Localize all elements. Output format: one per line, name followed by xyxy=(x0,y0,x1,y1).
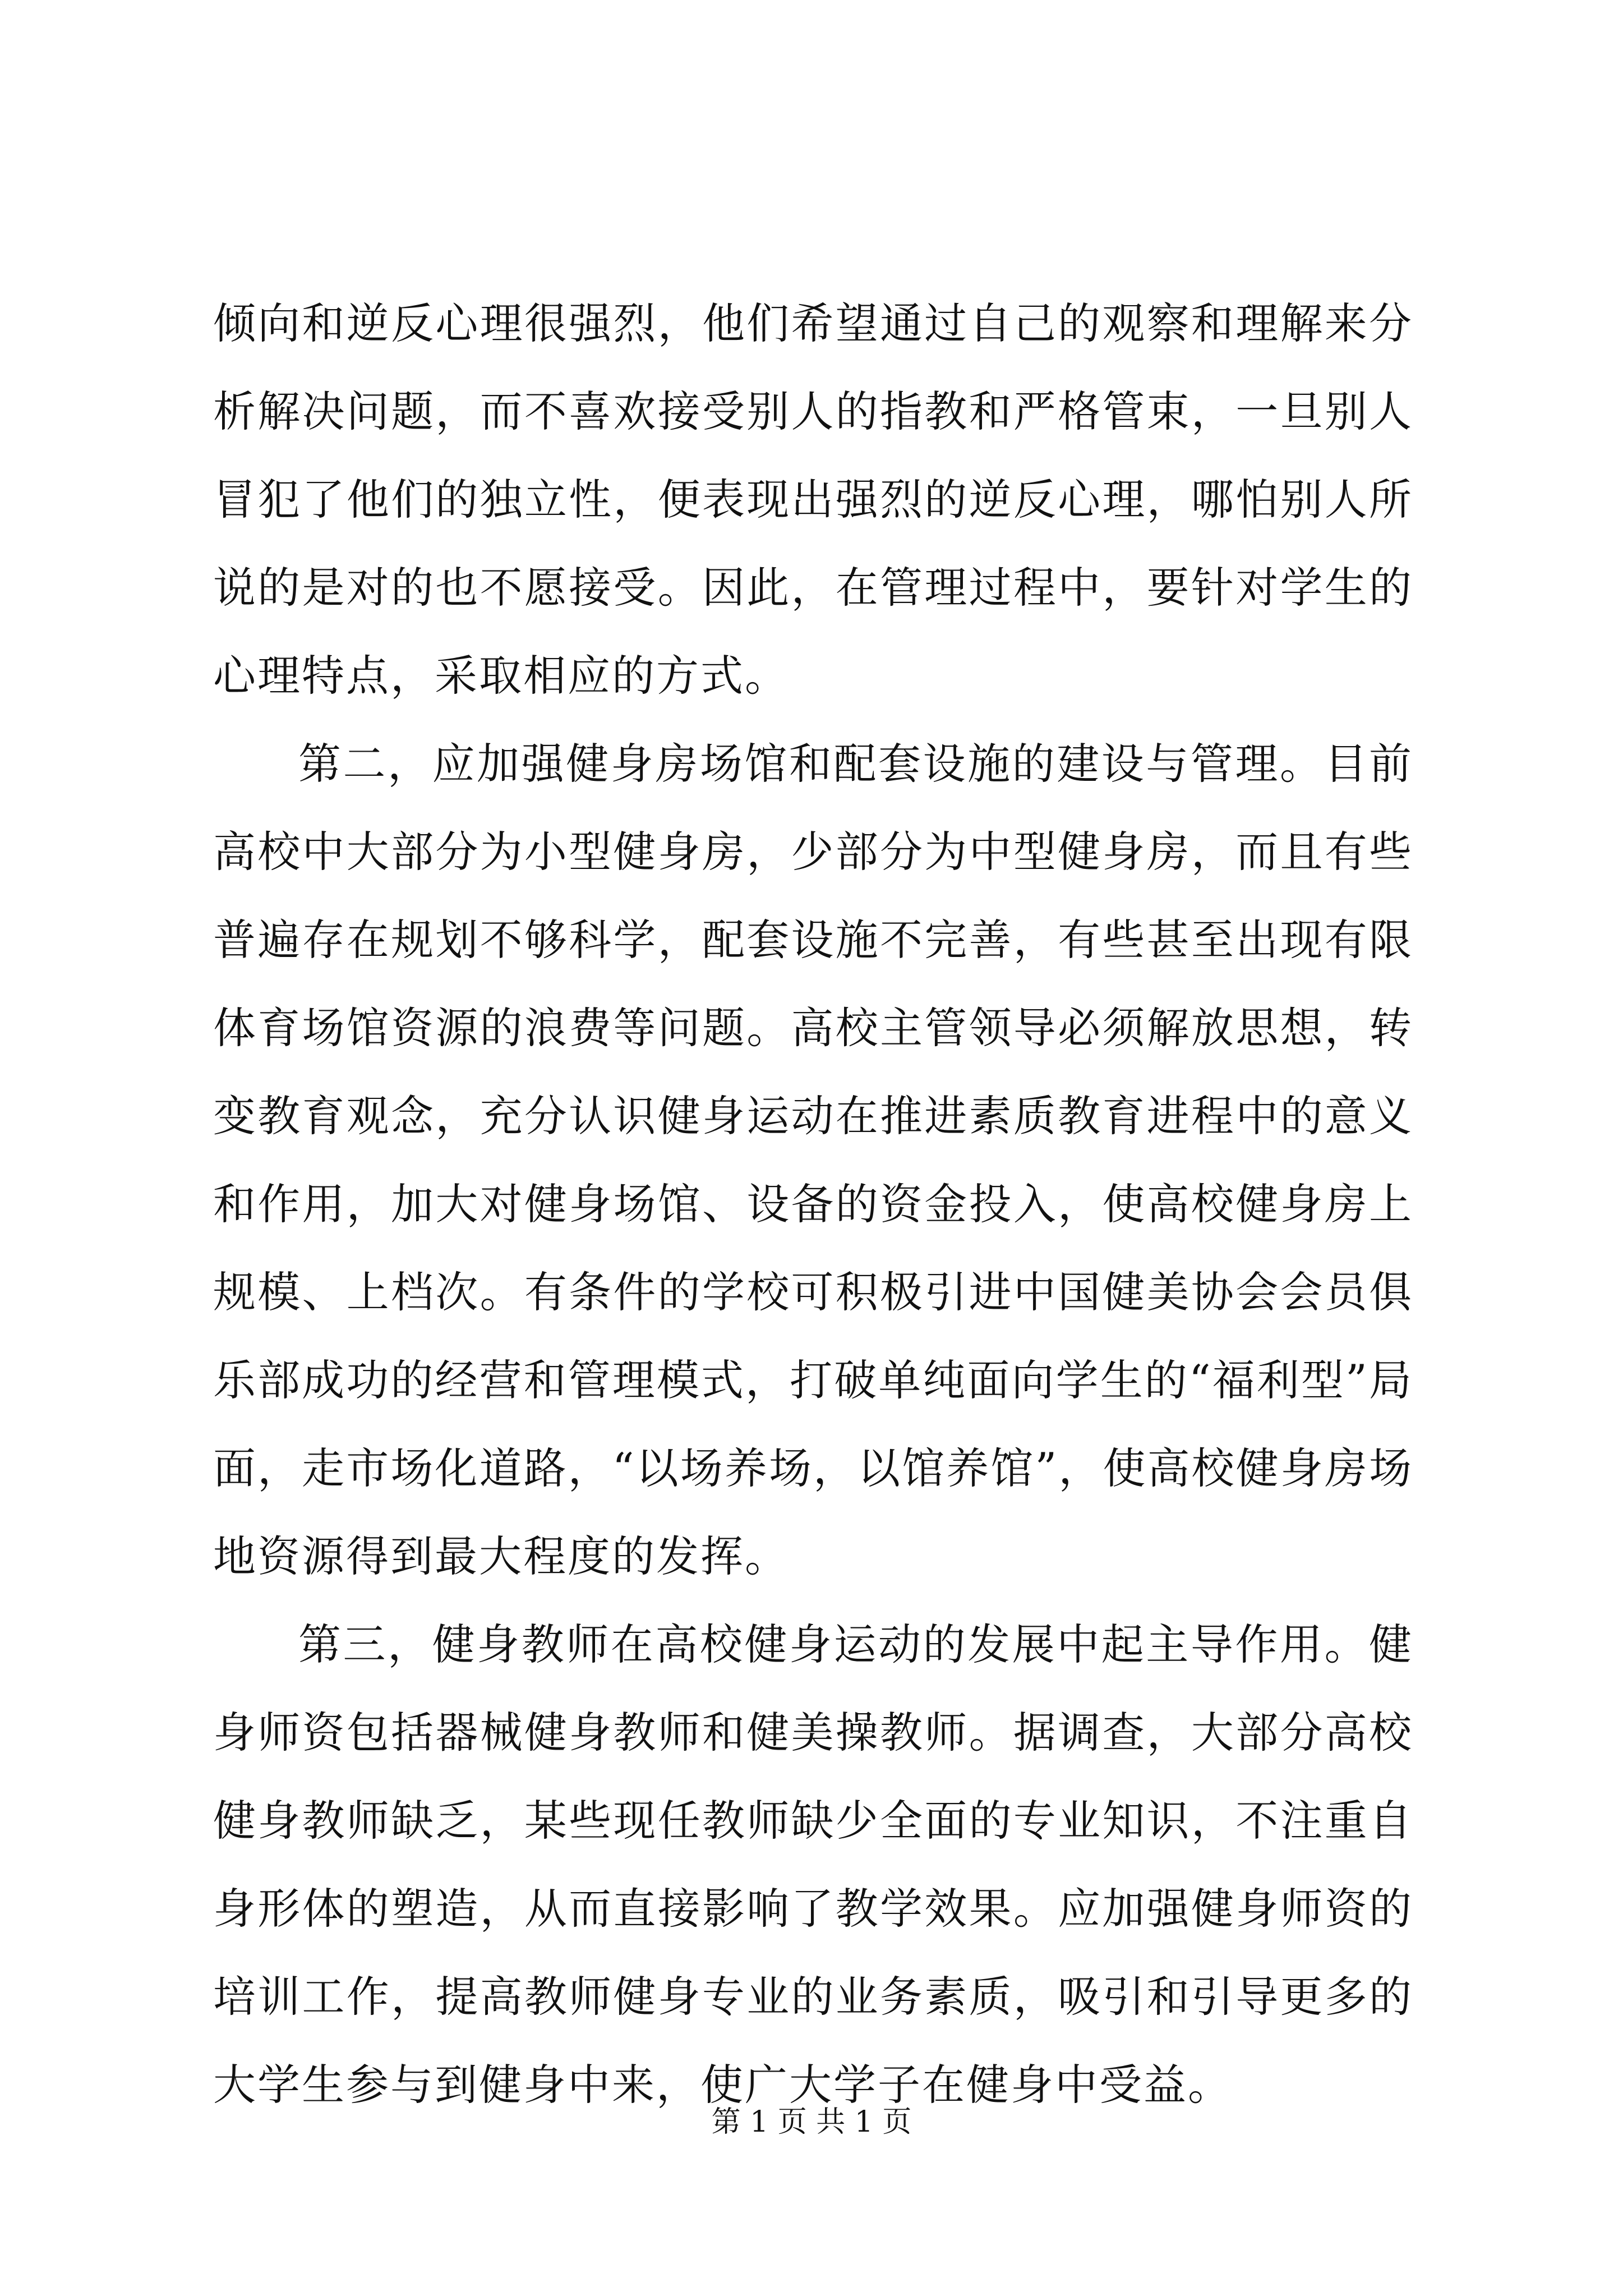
page-footer: 第 1 页 共 1 页 xyxy=(711,2105,912,2139)
paragraph-1: 倾向和逆反心理很强烈，他们希望通过自己的观察和理解来分析解决问题，而不喜欢接受别人的指教和严格管束，一旦别人冒犯了他们的独立性，便表现出强烈的逆反心理，哪怕别人所说的是对的也不愿接受。因此，在管理过程中，要针对学生的心理特点，采取相应的方式。 xyxy=(213,298,1413,701)
document-body xyxy=(213,279,1413,2129)
paragraph-3: 第三，健身教师在高校健身运动的发展中起主导作用。健身师资包括器械健身教师和健美操教师。据调查，大部分高校健身教师缺乏，某些现任教师缺少全面的专业知识，不注重自身形体的塑造，从而直接影响了教学效果。应加强健身师资的培训工作，提高教师健身专业的业务素质，吸引和引导更多的大学生参与到健身中来，使广大学子在健身中受益。 xyxy=(213,1619,1413,2110)
paragraph-2: 第二，应加强健身房场馆和配套设施的建设与管理。目前高校中大部分为小型健身房，少部分为中型健身房，而且有些普遍存在规划不够科学，配套设施不完善，有些甚至出现有限体育场馆资源的浪费等问题。高校主管领导必须解放思想，转变教育观念，充分认识健身运动在推进素质教育进程中的意义和作用，加大对健身场馆、设备的资金投入，使高校健身房上规模、上档次。有条件的学校可积极引进中国健美协会会员俱乐部成功的经营和管理模式，打破单纯面向学生的“福利型”局面，走市场化道路，“以场养场，以馆养馆”，使高校健身房场地资源得到最大程度的发挥。 xyxy=(213,739,1413,1581)
